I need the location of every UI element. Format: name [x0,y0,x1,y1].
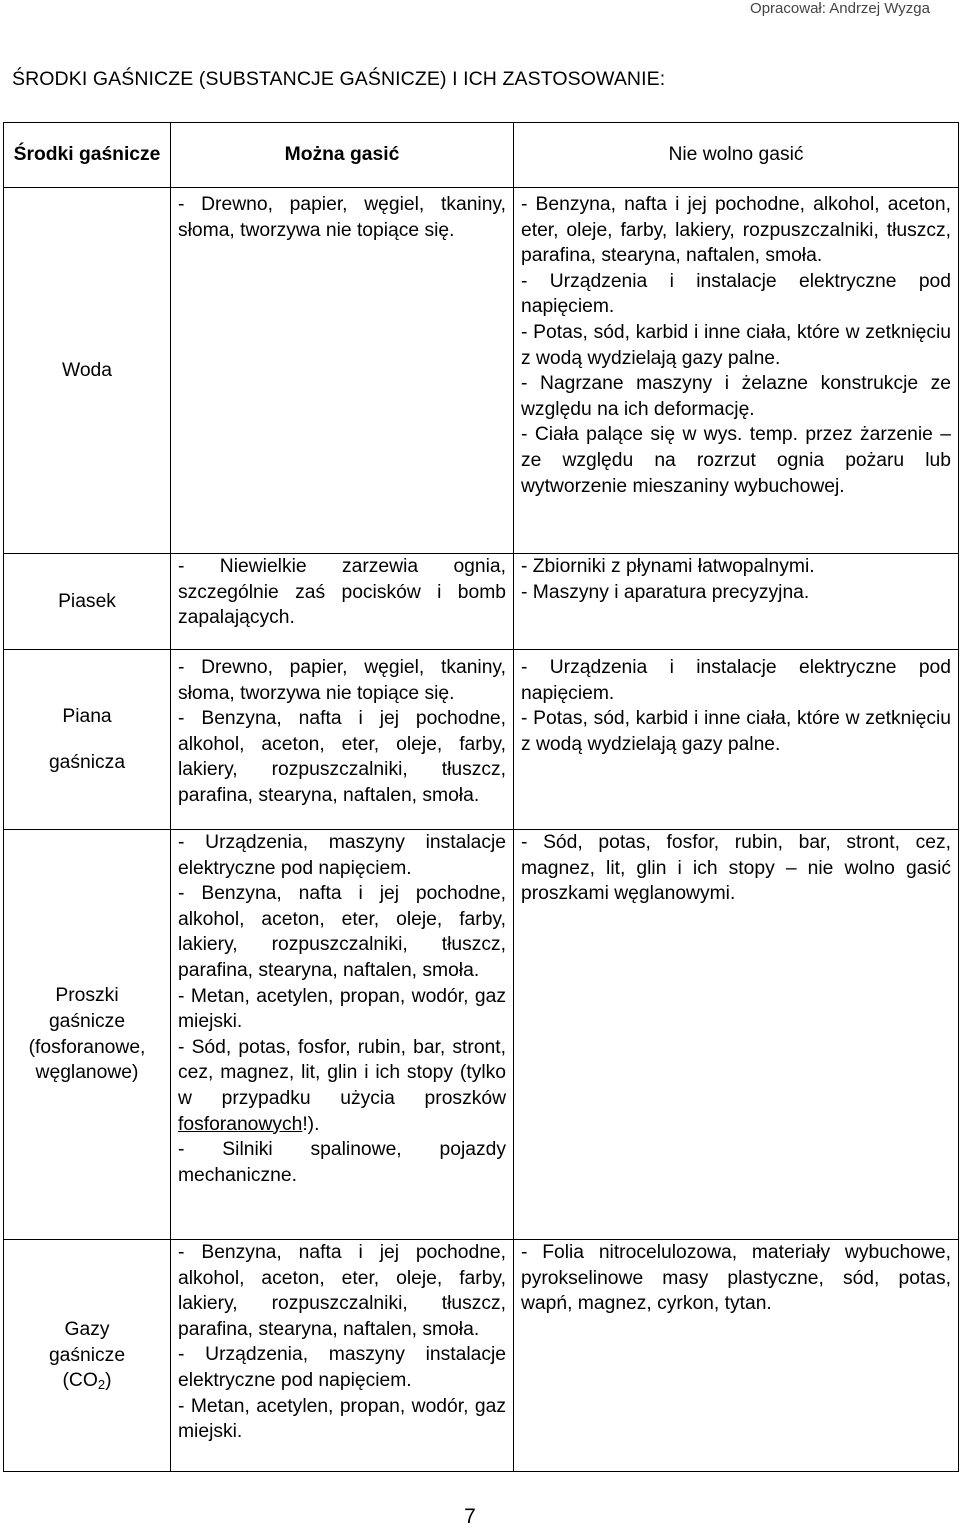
cannot-piasek [514,554,959,650]
agent-gazy-formula [6,1368,168,1394]
can-piasek-item: - Niewielkie zarzewia ognia, szczególnie zaś pocisków i bomb zapalających. [178,556,506,629]
cannot-piana [514,650,959,830]
can-woda-item: - Drewno, papier, węgiel, tkaniny, słoma, tworzywa nie topiące się. [178,194,506,241]
agent-proszki-line: (fosforanowe, [28,1036,146,1058]
column-header-agent [4,123,171,188]
column-header-cannot: Nie wolno gasić [514,123,959,188]
can-proszki-item: - Silniki spalinowe, pojazdy mechaniczne. [178,1139,506,1186]
page-number: 7 [464,1505,476,1528]
page-title: ŚRODKI GAŚNICZE (SUBSTANCJE GAŚNICZE) I ICH ZASTOSOWANIE: [12,68,666,90]
table-header-row [4,123,959,188]
can-gazy-item: - Metan, acetylen, propan, wodór, gaz miejski. [178,1395,506,1443]
cannot-gazy-item: - Folia nitrocelulozowa, materiały wybuchowe, pyrokselinowe masy plastyczne, sód, potas, wapń, magnez, cyrkon, tytan. [521,1242,951,1315]
cannot-woda-item: - Potas, sód, karbid i inne ciała, które w zetknięciu z wodą wydzielają gazy palne. [521,321,951,369]
can-gazy-item: - Benzyna, nafta i jej pochodne, alkohol, aceton, eter, oleje, farby, lakiery, rozpuszczalniki, tłuszcz, parafina, stearyna, naftalen, smoła. [178,1242,506,1340]
agent-woda: Woda [4,188,171,554]
cannot-proszki [514,830,959,1240]
table-row-piana [4,650,959,830]
agent-piasek: Piasek [4,554,171,650]
table-row-proszki [4,830,959,1240]
cannot-piana-item: - Potas, sód, karbid i inne ciała, które w zetknięciu z wodą wydzielają gazy palne. [521,708,951,755]
agent-proszki-line: Proszki [55,985,119,1007]
agent-piana [4,650,171,830]
can-piasek [171,554,514,650]
table-row-woda [4,188,959,554]
can-piana-item: - Benzyna, nafta i jej pochodne, alkohol, aceton, eter, oleje, farby, lakiery, rozpuszczalniki, tłuszcz, parafina, stearyna, naftalen, smoła. [178,708,506,806]
can-gazy-item: - Urządzenia, maszyny instalacje elektryczne pod napięciem. [178,1344,506,1391]
can-woda [171,188,514,554]
can-proszki-item: - Metan, acetylen, propan, wodór, gaz miejski. [178,985,506,1033]
cannot-piana-item: - Urządzenia i instalacje elektryczne pod napięciem. [521,657,951,704]
can-proszki [171,830,514,1240]
can-piana-item: - Drewno, papier, węgiel, tkaniny, słoma, tworzywa nie topiące się. [178,657,506,704]
agent-piana-line: Piana [62,705,112,727]
table-row-gazy [4,1240,959,1472]
cannot-woda-item: - Nagrzane maszyny i żelazne konstrukcje ze względu na ich deformację. [521,373,951,420]
cannot-piasek-item: - Zbiorniki z płynami łatwopalnymi. [521,556,815,577]
cannot-proszki-item: - Sód, potas, fosfor, rubin, bar, stront, cez, magnez, lit, glin i ich stopy – nie wolno gasić proszkami węglanowymi. [521,832,951,905]
agent-proszki [4,830,171,1240]
cannot-gazy [514,1240,959,1472]
cannot-woda [514,188,959,554]
cannot-piasek-item: - Maszyny i aparatura precyzyjna. [521,581,810,603]
can-proszki-item: - Urządzenia, maszyny instalacje elektryczne pod napięciem. [178,832,506,879]
agent-gazy-formula-suffix: ) [105,1370,112,1392]
cannot-woda-item: - Urządzenia i instalacje elektryczne pod napięciem. [521,270,951,318]
cannot-woda-item: - Ciała palące się w wys. temp. przez żarzenie – ze względu na rozrzut ognia pożaru lub wytworzenie mieszaniny wybuchowej. [521,424,951,497]
extinguishing-agents-table [3,122,959,1472]
can-proszki-sod-suffix: !). [302,1113,320,1135]
agent-piana-line: gaśnicza [48,751,126,773]
agent-gazy-line: gaśnicze [48,1344,126,1366]
column-header-can: Można gasić [171,123,514,188]
agent-gazy-line: Gazy [64,1319,110,1341]
can-piana [171,650,514,830]
table-row-piasek [4,554,959,650]
agent-proszki-line: węglanowe) [35,1062,139,1084]
agent-gazy-formula-prefix: (CO [62,1370,98,1392]
author-note: Opracował: Andrzej Wyzga [750,0,930,17]
can-gazy [171,1240,514,1472]
can-proszki-item: - Benzyna, nafta i jej pochodne, alkohol, aceton, eter, oleje, farby, lakiery, rozpuszczalniki, tłuszcz, parafina, stearyna, naftalen, smoła. [178,883,506,981]
can-proszki-sod-underline: fosforanowych [178,1113,303,1135]
agent-gazy-formula-sub: 2 [97,1377,106,1393]
can-proszki-item [178,1035,506,1137]
agent-proszki-line: gaśnicze [48,1010,126,1032]
agent-gazy [4,1240,171,1472]
can-proszki-sod-text: - Sód, potas, fosfor, rubin, bar, stront, cez, magnez, lit, glin i ich stopy (tylko w przypadku użycia proszków [178,1036,506,1109]
column-header-agent-label: Środki gaśnicze [13,144,161,166]
cannot-woda-item: - Benzyna, nafta i jej pochodne, alkohol, aceton, eter, oleje, farby, lakiery, rozpuszczalniki, tłuszcz, parafina, stearyna, naftalen, smoła. [521,194,951,267]
